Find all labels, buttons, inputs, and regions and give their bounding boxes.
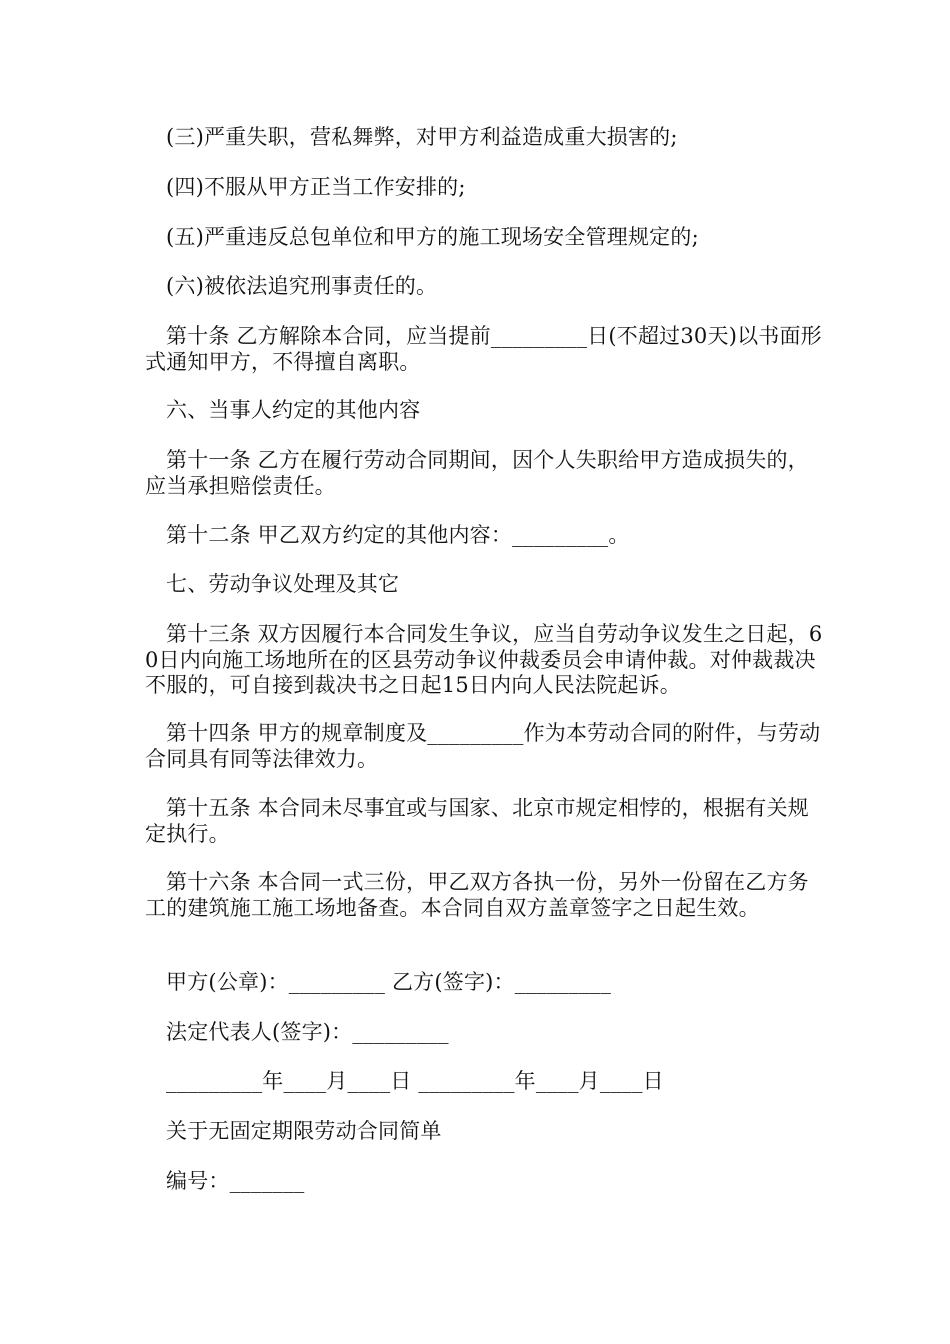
document-number: 编号：_______ [166,1169,305,1193]
signature-dates: _________年____月____日 _________年____月____日 [166,1069,664,1093]
section-heading-7: 七、劳动争议处理及其它 [166,572,400,596]
clause-item-6: (六)被依法追究刑事责任的。 [166,274,438,298]
clause-item-4: (四)不服从甲方正当工作安排的; [166,175,466,199]
article-12: 第十二条 甲乙双方约定的其他内容：_________。 [166,523,630,547]
next-document-title: 关于无固定期限劳动合同简单 [166,1119,442,1143]
article-16: 第十六条 本合同一式三份，甲乙双方各执一份，另外一份留在乙方务工的建筑施工施工场地备查。本合同自双方盖章签字之日起生效。 [145,870,809,920]
article-10: 第十条 乙方解除本合同，应当提前_________日(不超过30天)以书面形式通知甲方，不得擅自离职。 [145,324,822,374]
section-heading-6: 六、当事人约定的其他内容 [166,398,421,422]
legal-representative: 法定代表人(签字)：_________ [166,1020,449,1044]
article-11: 第十一条 乙方在履行劳动合同期间，因个人失职给甲方造成损失的，应当承担赔偿责任。 [145,448,809,498]
article-15: 第十五条 本合同未尽事宜或与国家、北京市规定相悖的，根据有关规定执行。 [145,796,809,846]
article-14: 第十四条 甲方的规章制度及_________作为本劳动合同的附件，与劳动合同具有同等法律效力。 [145,721,821,771]
clause-item-5: (五)严重违反总包单位和甲方的施工现场安全管理规定的; [166,225,699,249]
clause-item-3: (三)严重失职，营私舞弊，对甲方利益造成重大损害的; [166,125,678,149]
signature-parties: 甲方(公章)：_________ 乙方(签字)：_________ [166,970,612,994]
article-13: 第十三条 双方因履行本合同发生争议，应当自劳动争议发生之日起，60日内向施工场地所在的区县劳动争议仲裁委员会申请仲裁。对仲裁裁决不服的，可自接到裁决书之日起15日内向人民法院起诉。 [145,622,823,697]
